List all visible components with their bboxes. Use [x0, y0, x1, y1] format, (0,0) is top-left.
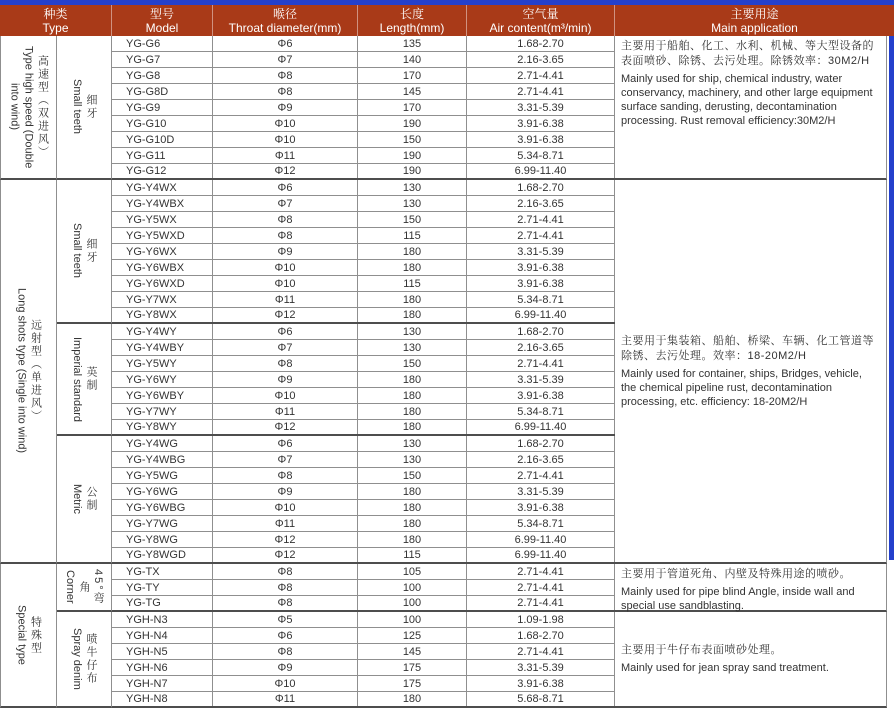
- cell-length: 170: [358, 68, 467, 83]
- cell-air: 2.71-4.41: [467, 228, 615, 243]
- cell-model: YG-G10D: [112, 132, 213, 147]
- cell-air: 6.99-11.40: [467, 548, 615, 562]
- cell-length: 190: [358, 148, 467, 163]
- cell-throat: Φ10: [213, 116, 358, 131]
- column-header-model: [112, 5, 213, 36]
- cell-air: 2.16-3.65: [467, 52, 615, 67]
- cell-throat: Φ9: [213, 484, 358, 499]
- cell-throat: Φ9: [213, 100, 358, 115]
- table-row: [112, 564, 615, 580]
- table-row: [112, 36, 615, 52]
- cell-throat: Φ10: [213, 132, 358, 147]
- cell-length: 180: [358, 516, 467, 531]
- table-row: [112, 644, 615, 660]
- cell-length: 190: [358, 116, 467, 131]
- cell-throat: Φ8: [213, 68, 358, 83]
- cell-model: YG-Y6WXD: [112, 276, 213, 291]
- table-header-row: [0, 5, 894, 36]
- cell-model: YG-G10: [112, 116, 213, 131]
- application-cell-0-en: Mainly used for ship, chemical industry, water conservancy, machinery, and other large equipment surface sanding, derusting, decontamination processing. Rust removal efficiency:30M2/H: [621, 73, 873, 127]
- column-header-throat-zh: 喉径: [272, 6, 297, 21]
- cell-air: 2.71-4.41: [467, 84, 615, 99]
- cell-length: 115: [358, 276, 467, 291]
- cell-throat: Φ7: [213, 452, 358, 467]
- cell-throat: Φ8: [213, 356, 358, 371]
- cell-model: YGH-N8: [112, 692, 213, 706]
- cell-air: 3.31-5.39: [467, 100, 615, 115]
- column-header-main-application: [615, 5, 894, 36]
- table-row: [112, 164, 615, 180]
- table-row: [112, 420, 615, 436]
- cell-length: 180: [358, 532, 467, 547]
- table-row: [112, 52, 615, 68]
- cell-length: 150: [358, 356, 467, 371]
- application-cell-3: [615, 612, 887, 708]
- cell-throat: Φ6: [213, 36, 358, 51]
- cell-length: 130: [358, 180, 467, 195]
- cell-length: 135: [358, 36, 467, 51]
- table-row: [112, 596, 615, 612]
- cell-air: 3.91-6.38: [467, 388, 615, 403]
- cell-throat: Φ9: [213, 244, 358, 259]
- cell-length: 180: [358, 308, 467, 322]
- cell-model: YGH-N3: [112, 612, 213, 627]
- application-cell-3-zh: 主要用于牛仔布表面喷砂处理。: [621, 644, 782, 656]
- cell-throat: Φ8: [213, 644, 358, 659]
- cell-air: 2.71-4.41: [467, 644, 615, 659]
- cell-air: 5.34-8.71: [467, 292, 615, 307]
- subtype-section-5-label: 喷牛仔布 Spray denim: [71, 628, 97, 690]
- cell-length: 145: [358, 84, 467, 99]
- cell-model: YG-Y6WBY: [112, 388, 213, 403]
- table-row: [112, 372, 615, 388]
- cell-length: 150: [358, 212, 467, 227]
- cell-model: YG-Y4WBG: [112, 452, 213, 467]
- table-row: [112, 116, 615, 132]
- cell-length: 130: [358, 324, 467, 339]
- cell-throat: Φ9: [213, 372, 358, 387]
- table-row: [112, 100, 615, 116]
- application-cell-2: [615, 564, 887, 612]
- table-row: [112, 548, 615, 564]
- cell-throat: Φ11: [213, 292, 358, 307]
- cell-air: 2.16-3.65: [467, 340, 615, 355]
- cell-air: 5.34-8.71: [467, 404, 615, 419]
- cell-air: 5.34-8.71: [467, 148, 615, 163]
- cell-air: 6.99-11.40: [467, 420, 615, 434]
- cell-length: 145: [358, 644, 467, 659]
- cell-model: YG-Y8WGD: [112, 548, 213, 562]
- cell-model: YGH-N6: [112, 660, 213, 675]
- cell-length: 100: [358, 580, 467, 595]
- cell-model: YG-Y6WBG: [112, 500, 213, 515]
- table-row: [112, 340, 615, 356]
- cell-throat: Φ10: [213, 260, 358, 275]
- cell-length: 115: [358, 228, 467, 243]
- cell-throat: Φ6: [213, 628, 358, 643]
- column-header-length: [358, 5, 467, 36]
- cell-air: 2.71-4.41: [467, 356, 615, 371]
- cell-length: 130: [358, 436, 467, 451]
- application-cell-1-zh: 主要用于集装箱、船舶、桥梁、车辆、化工管道等除锈、去污处理。效率：18-20M2/H: [621, 334, 874, 362]
- table-row: [112, 516, 615, 532]
- cell-air: 6.99-11.40: [467, 532, 615, 547]
- application-cell-3-en: Mainly used for jean spray sand treatment.: [621, 662, 829, 674]
- cell-air: 3.91-6.38: [467, 260, 615, 275]
- table-row: [112, 484, 615, 500]
- column-header-application-zh: 主要用途: [730, 6, 779, 21]
- subtype-section-1-label: 细牙 Small teeth: [71, 223, 97, 279]
- cell-air: 1.68-2.70: [467, 36, 615, 51]
- application-cell-0-zh: 主要用于船舶、化工、水利、机械、等大型设备的表面喷砂、除锈、去污处理。除锈效率：30M2/H: [621, 40, 874, 67]
- cell-length: 180: [358, 388, 467, 403]
- cell-length: 180: [358, 420, 467, 434]
- cell-air: 5.68-8.71: [467, 692, 615, 706]
- cell-length: 105: [358, 564, 467, 579]
- type-section-2-label: 特殊型 Special type: [15, 605, 42, 665]
- table-row: [112, 628, 615, 644]
- cell-air: 3.31-5.39: [467, 484, 615, 499]
- table-row: [112, 228, 615, 244]
- subtype-section-5: [57, 612, 112, 708]
- application-cell-1-en: Mainly used for container, ships, Bridges, vehicle, the chemical pipeline rust, decontamination processing, etc. efficiency: 18-20M2/H: [621, 367, 862, 408]
- cell-air: 1.09-1.98: [467, 612, 615, 627]
- type-section-0: [0, 36, 57, 180]
- cell-throat: Φ10: [213, 500, 358, 515]
- application-cell-1: [615, 180, 887, 564]
- subtype-section-0-label: 细牙 Small teeth: [71, 79, 97, 135]
- type-section-1-label: 远射型（单进风） Long shots type (Single into wind): [15, 288, 42, 454]
- cell-throat: Φ12: [213, 164, 358, 178]
- cell-air: 2.71-4.41: [467, 468, 615, 483]
- cell-model: YGH-N7: [112, 676, 213, 691]
- cell-model: YG-Y7WX: [112, 292, 213, 307]
- cell-length: 180: [358, 692, 467, 706]
- cell-model: YG-Y7WY: [112, 404, 213, 419]
- cell-length: 180: [358, 244, 467, 259]
- cell-model: YG-Y6WX: [112, 244, 213, 259]
- table-row: [112, 308, 615, 324]
- cell-throat: Φ12: [213, 308, 358, 322]
- cell-air: 5.34-8.71: [467, 516, 615, 531]
- table-row: [112, 212, 615, 228]
- table-row: [112, 660, 615, 676]
- subtype-section-4-label: 45°弯角 Corner: [64, 569, 104, 605]
- column-header-model-en: Model: [145, 20, 179, 35]
- cell-length: 180: [358, 292, 467, 307]
- cell-length: 100: [358, 596, 467, 610]
- cell-length: 175: [358, 660, 467, 675]
- application-cell-2-en: Mainly used for pipe blind Angle, inside wall and special use sandblasting.: [621, 586, 855, 612]
- cell-throat: Φ8: [213, 596, 358, 610]
- subtype-section-3: [57, 436, 112, 564]
- cell-model: YG-Y4WBX: [112, 196, 213, 211]
- column-header-air-zh: 空气量: [522, 6, 559, 21]
- application-cell-0: [615, 36, 887, 180]
- right-accent-strip: [889, 0, 894, 560]
- cell-model: YG-G7: [112, 52, 213, 67]
- cell-air: 2.71-4.41: [467, 564, 615, 579]
- cell-throat: Φ11: [213, 148, 358, 163]
- cell-throat: Φ10: [213, 276, 358, 291]
- cell-throat: Φ10: [213, 676, 358, 691]
- cell-throat: Φ11: [213, 516, 358, 531]
- column-header-air-en: Air content(m³/min): [489, 20, 592, 35]
- table-row: [112, 196, 615, 212]
- column-header-length-zh: 长度: [399, 6, 424, 21]
- cell-length: 115: [358, 548, 467, 562]
- cell-air: 2.71-4.41: [467, 596, 615, 610]
- cell-model: YG-Y8WY: [112, 420, 213, 434]
- cell-length: 190: [358, 164, 467, 178]
- subtype-section-1: [57, 180, 112, 324]
- cell-model: YGH-N5: [112, 644, 213, 659]
- table-row: [112, 388, 615, 404]
- table-row: [112, 468, 615, 484]
- table-row: [112, 260, 615, 276]
- cell-model: YG-G12: [112, 164, 213, 178]
- cell-model: YG-Y6WY: [112, 372, 213, 387]
- cell-throat: Φ8: [213, 228, 358, 243]
- cell-throat: Φ12: [213, 532, 358, 547]
- cell-model: YG-TY: [112, 580, 213, 595]
- cell-model: YG-TX: [112, 564, 213, 579]
- cell-model: YG-Y5WX: [112, 212, 213, 227]
- table-row: [112, 244, 615, 260]
- column-header-throat-diameter: [213, 5, 358, 36]
- cell-air: 6.99-11.40: [467, 164, 615, 178]
- cell-throat: Φ12: [213, 420, 358, 434]
- cell-model: YG-Y5WXD: [112, 228, 213, 243]
- cell-throat: Φ5: [213, 612, 358, 627]
- cell-air: 2.16-3.65: [467, 196, 615, 211]
- cell-model: YG-TG: [112, 596, 213, 610]
- cell-length: 130: [358, 196, 467, 211]
- cell-air: 1.68-2.70: [467, 436, 615, 451]
- cell-model: YG-Y4WX: [112, 180, 213, 195]
- table-row: [112, 676, 615, 692]
- cell-throat: Φ11: [213, 692, 358, 706]
- table-row: [112, 692, 615, 708]
- cell-model: YGH-N4: [112, 628, 213, 643]
- cell-model: YG-G8D: [112, 84, 213, 99]
- table-row: [112, 292, 615, 308]
- subtype-section-2-label: 英制 Imperial standard: [71, 336, 97, 422]
- column-header-type-zh: 种类: [43, 6, 68, 21]
- cell-throat: Φ10: [213, 388, 358, 403]
- cell-air: 1.68-2.70: [467, 628, 615, 643]
- cell-length: 140: [358, 52, 467, 67]
- cell-air: 3.31-5.39: [467, 660, 615, 675]
- cell-model: YG-Y5WG: [112, 468, 213, 483]
- cell-throat: Φ6: [213, 436, 358, 451]
- cell-air: 3.91-6.38: [467, 116, 615, 131]
- table-row: [112, 532, 615, 548]
- cell-throat: Φ7: [213, 196, 358, 211]
- cell-model: YG-Y8WX: [112, 308, 213, 322]
- table-row: [112, 132, 615, 148]
- cell-throat: Φ7: [213, 340, 358, 355]
- table-row: [112, 404, 615, 420]
- cell-throat: Φ8: [213, 84, 358, 99]
- cell-air: 3.31-5.39: [467, 244, 615, 259]
- table-row: [112, 84, 615, 100]
- cell-air: 3.31-5.39: [467, 372, 615, 387]
- cell-air: 3.91-6.38: [467, 276, 615, 291]
- cell-throat: Φ11: [213, 404, 358, 419]
- cell-throat: Φ8: [213, 212, 358, 227]
- table-row: [112, 452, 615, 468]
- cell-air: 2.71-4.41: [467, 212, 615, 227]
- column-header-type: [0, 5, 112, 36]
- cell-throat: Φ12: [213, 548, 358, 562]
- cell-model: YG-Y6WG: [112, 484, 213, 499]
- cell-length: 100: [358, 612, 467, 627]
- cell-throat: Φ6: [213, 324, 358, 339]
- type-section-1: [0, 180, 57, 564]
- cell-model: YG-G11: [112, 148, 213, 163]
- type-section-0-label: 高速型（双进风） Type high speed (Double into wind): [8, 45, 49, 169]
- cell-length: 180: [358, 500, 467, 515]
- subtype-section-3-label: 公制 Metric: [71, 484, 97, 514]
- cell-model: YG-Y6WBX: [112, 260, 213, 275]
- cell-length: 170: [358, 100, 467, 115]
- subtype-section-0: [57, 36, 112, 180]
- column-header-application-en: Main application: [711, 20, 798, 35]
- cell-length: 180: [358, 404, 467, 419]
- cell-throat: Φ6: [213, 180, 358, 195]
- table-row: [112, 580, 615, 596]
- cell-length: 130: [358, 340, 467, 355]
- cell-length: 175: [358, 676, 467, 691]
- cell-throat: Φ8: [213, 564, 358, 579]
- cell-model: YG-Y4WBY: [112, 340, 213, 355]
- cell-model: YG-G6: [112, 36, 213, 51]
- application-cell-2-zh: 主要用于管道死角、内壁及特殊用途的喷砂。: [621, 568, 851, 580]
- table-row: [112, 500, 615, 516]
- cell-length: 180: [358, 372, 467, 387]
- cell-throat: Φ8: [213, 468, 358, 483]
- cell-air: 3.91-6.38: [467, 500, 615, 515]
- column-header-model-zh: 型号: [149, 6, 174, 21]
- cell-model: YG-Y4WY: [112, 324, 213, 339]
- cell-model: YG-Y7WG: [112, 516, 213, 531]
- cell-model: YG-Y8WG: [112, 532, 213, 547]
- cell-air: 1.68-2.70: [467, 324, 615, 339]
- table-row: [112, 68, 615, 84]
- cell-length: 130: [358, 452, 467, 467]
- type-section-2: [0, 564, 57, 708]
- table-row: [112, 148, 615, 164]
- table-row: [112, 436, 615, 452]
- cell-throat: Φ9: [213, 660, 358, 675]
- cell-air: 3.91-6.38: [467, 676, 615, 691]
- subtype-section-2: [57, 324, 112, 436]
- cell-air: 1.68-2.70: [467, 180, 615, 195]
- cell-length: 125: [358, 628, 467, 643]
- cell-model: YG-Y5WY: [112, 356, 213, 371]
- cell-throat: Φ8: [213, 580, 358, 595]
- cell-length: 150: [358, 468, 467, 483]
- cell-length: 180: [358, 260, 467, 275]
- subtype-section-4: [57, 564, 112, 612]
- cell-air: 6.99-11.40: [467, 308, 615, 322]
- cell-model: YG-G8: [112, 68, 213, 83]
- table-row: [112, 324, 615, 340]
- cell-model: YG-G9: [112, 100, 213, 115]
- cell-air: 2.71-4.41: [467, 68, 615, 83]
- column-header-type-en: Type: [42, 20, 69, 35]
- table-row: [112, 356, 615, 372]
- cell-air: 2.71-4.41: [467, 580, 615, 595]
- table-row: [112, 612, 615, 628]
- column-header-throat-en: Throat diameter(mm): [228, 20, 342, 35]
- cell-air: 2.16-3.65: [467, 452, 615, 467]
- table-row: [112, 276, 615, 292]
- cell-length: 180: [358, 484, 467, 499]
- table-row: [112, 180, 615, 196]
- cell-length: 150: [358, 132, 467, 147]
- cell-model: YG-Y4WG: [112, 436, 213, 451]
- cell-throat: Φ7: [213, 52, 358, 67]
- column-header-length-en: Length(mm): [379, 20, 445, 35]
- cell-air: 3.91-6.38: [467, 132, 615, 147]
- column-header-air-content: [467, 5, 615, 36]
